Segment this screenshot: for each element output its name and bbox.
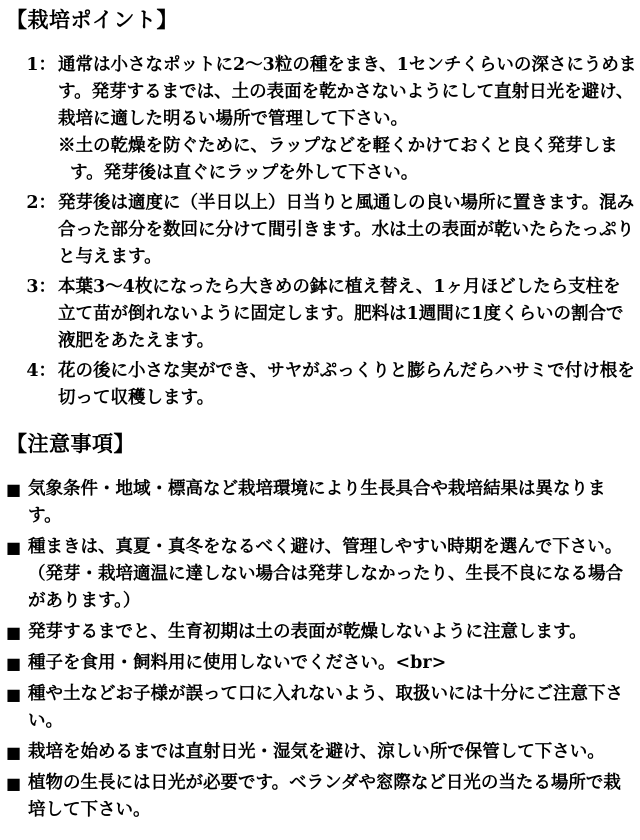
step-note: ※土の乾燥を防ぐために、ラップなどを軽くかけておくと良く発芽します。発芽後は直ぐにラップを外して下さい。 — [58, 136, 618, 183]
caution-item — [6, 650, 638, 677]
caution-text: 種子を食用・飼料用に使用しないでください。<br> — [28, 653, 447, 673]
caution-item — [6, 619, 638, 646]
caution-item — [6, 739, 638, 766]
caution-text: 気象条件・地域・標高など栽培環境により生長具合や栽培結果は異なります。 — [28, 479, 606, 526]
square-bullet-icon: ■ — [6, 654, 22, 673]
cultivation-step — [6, 358, 638, 412]
cultivation-step — [6, 52, 638, 187]
step-body — [58, 358, 638, 412]
step-text: 本葉3～4枚になったら大きめの鉢に植え替え、1ヶ月ほどしたら支柱を立て苗が倒れないように固定します。肥料は1週間に1度くらいの割合で液肥をあたえます。 — [58, 277, 624, 351]
step-number: 1： — [26, 55, 56, 75]
caution-text: 発芽するまでと、生育初期は土の表面が乾燥しないように注意します。 — [28, 622, 587, 642]
square-bullet-icon: ■ — [6, 538, 22, 557]
caution-item — [6, 476, 638, 530]
step-number: 4： — [26, 361, 56, 381]
cautions-heading: 【注意事項】 — [6, 431, 135, 456]
step-number: 3： — [26, 277, 56, 297]
step-text: 通常は小さなポットに2～3粒の種をまき、1センチくらいの深さにうめます。発芽するまでは、土の表面を乾かさないようにして直射日光を避け、栽培に適した明るい場所で管理して下さい。 — [58, 55, 637, 129]
cultivation-step — [6, 190, 638, 271]
step-number: 2： — [26, 193, 56, 213]
square-bullet-icon: ■ — [6, 623, 22, 642]
square-bullet-icon: ■ — [6, 685, 22, 704]
square-bullet-icon: ■ — [6, 743, 22, 762]
step-body — [58, 274, 638, 355]
caution-text: 種や土などお子様が誤って口に入れないよう、取扱いには十分にご注意下さい。 — [28, 684, 623, 731]
step-body — [58, 52, 638, 187]
square-bullet-icon: ■ — [6, 774, 22, 793]
caution-item — [6, 681, 638, 735]
caution-item — [6, 770, 638, 824]
cultivation-points-heading: 【栽培ポイント】 — [6, 7, 178, 32]
square-bullet-icon: ■ — [6, 480, 22, 499]
step-text: 発芽後は適度に（半日以上）日当りと風通しの良い場所に置きます。混み合った部分を数回に分けて間引きます。水は土の表面が乾いたらたっぷりと与えます。 — [58, 193, 635, 267]
step-body — [58, 190, 638, 271]
caution-text: 植物の生長には日光が必要です。ベランダや窓際など日光の当たる場所で栽培して下さい。 — [28, 773, 621, 820]
caution-text: 栽培を始めるまでは直射日光・湿気を避け、涼しい所で保管して下さい。 — [28, 742, 605, 762]
cultivation-step — [6, 274, 638, 355]
caution-text: 種まきは、真夏・真冬をなるべく避け、管理しやすい時期を選んで下さい。（発芽・栽培適温に達しない場合は発芽しなかったり、生長不良になる場合があります。） — [28, 537, 623, 611]
step-text: 花の後に小さな実ができ、サヤがぷっくりと膨らんだらハサミで付け根を切って収穫します。 — [58, 361, 635, 408]
caution-item — [6, 534, 638, 615]
